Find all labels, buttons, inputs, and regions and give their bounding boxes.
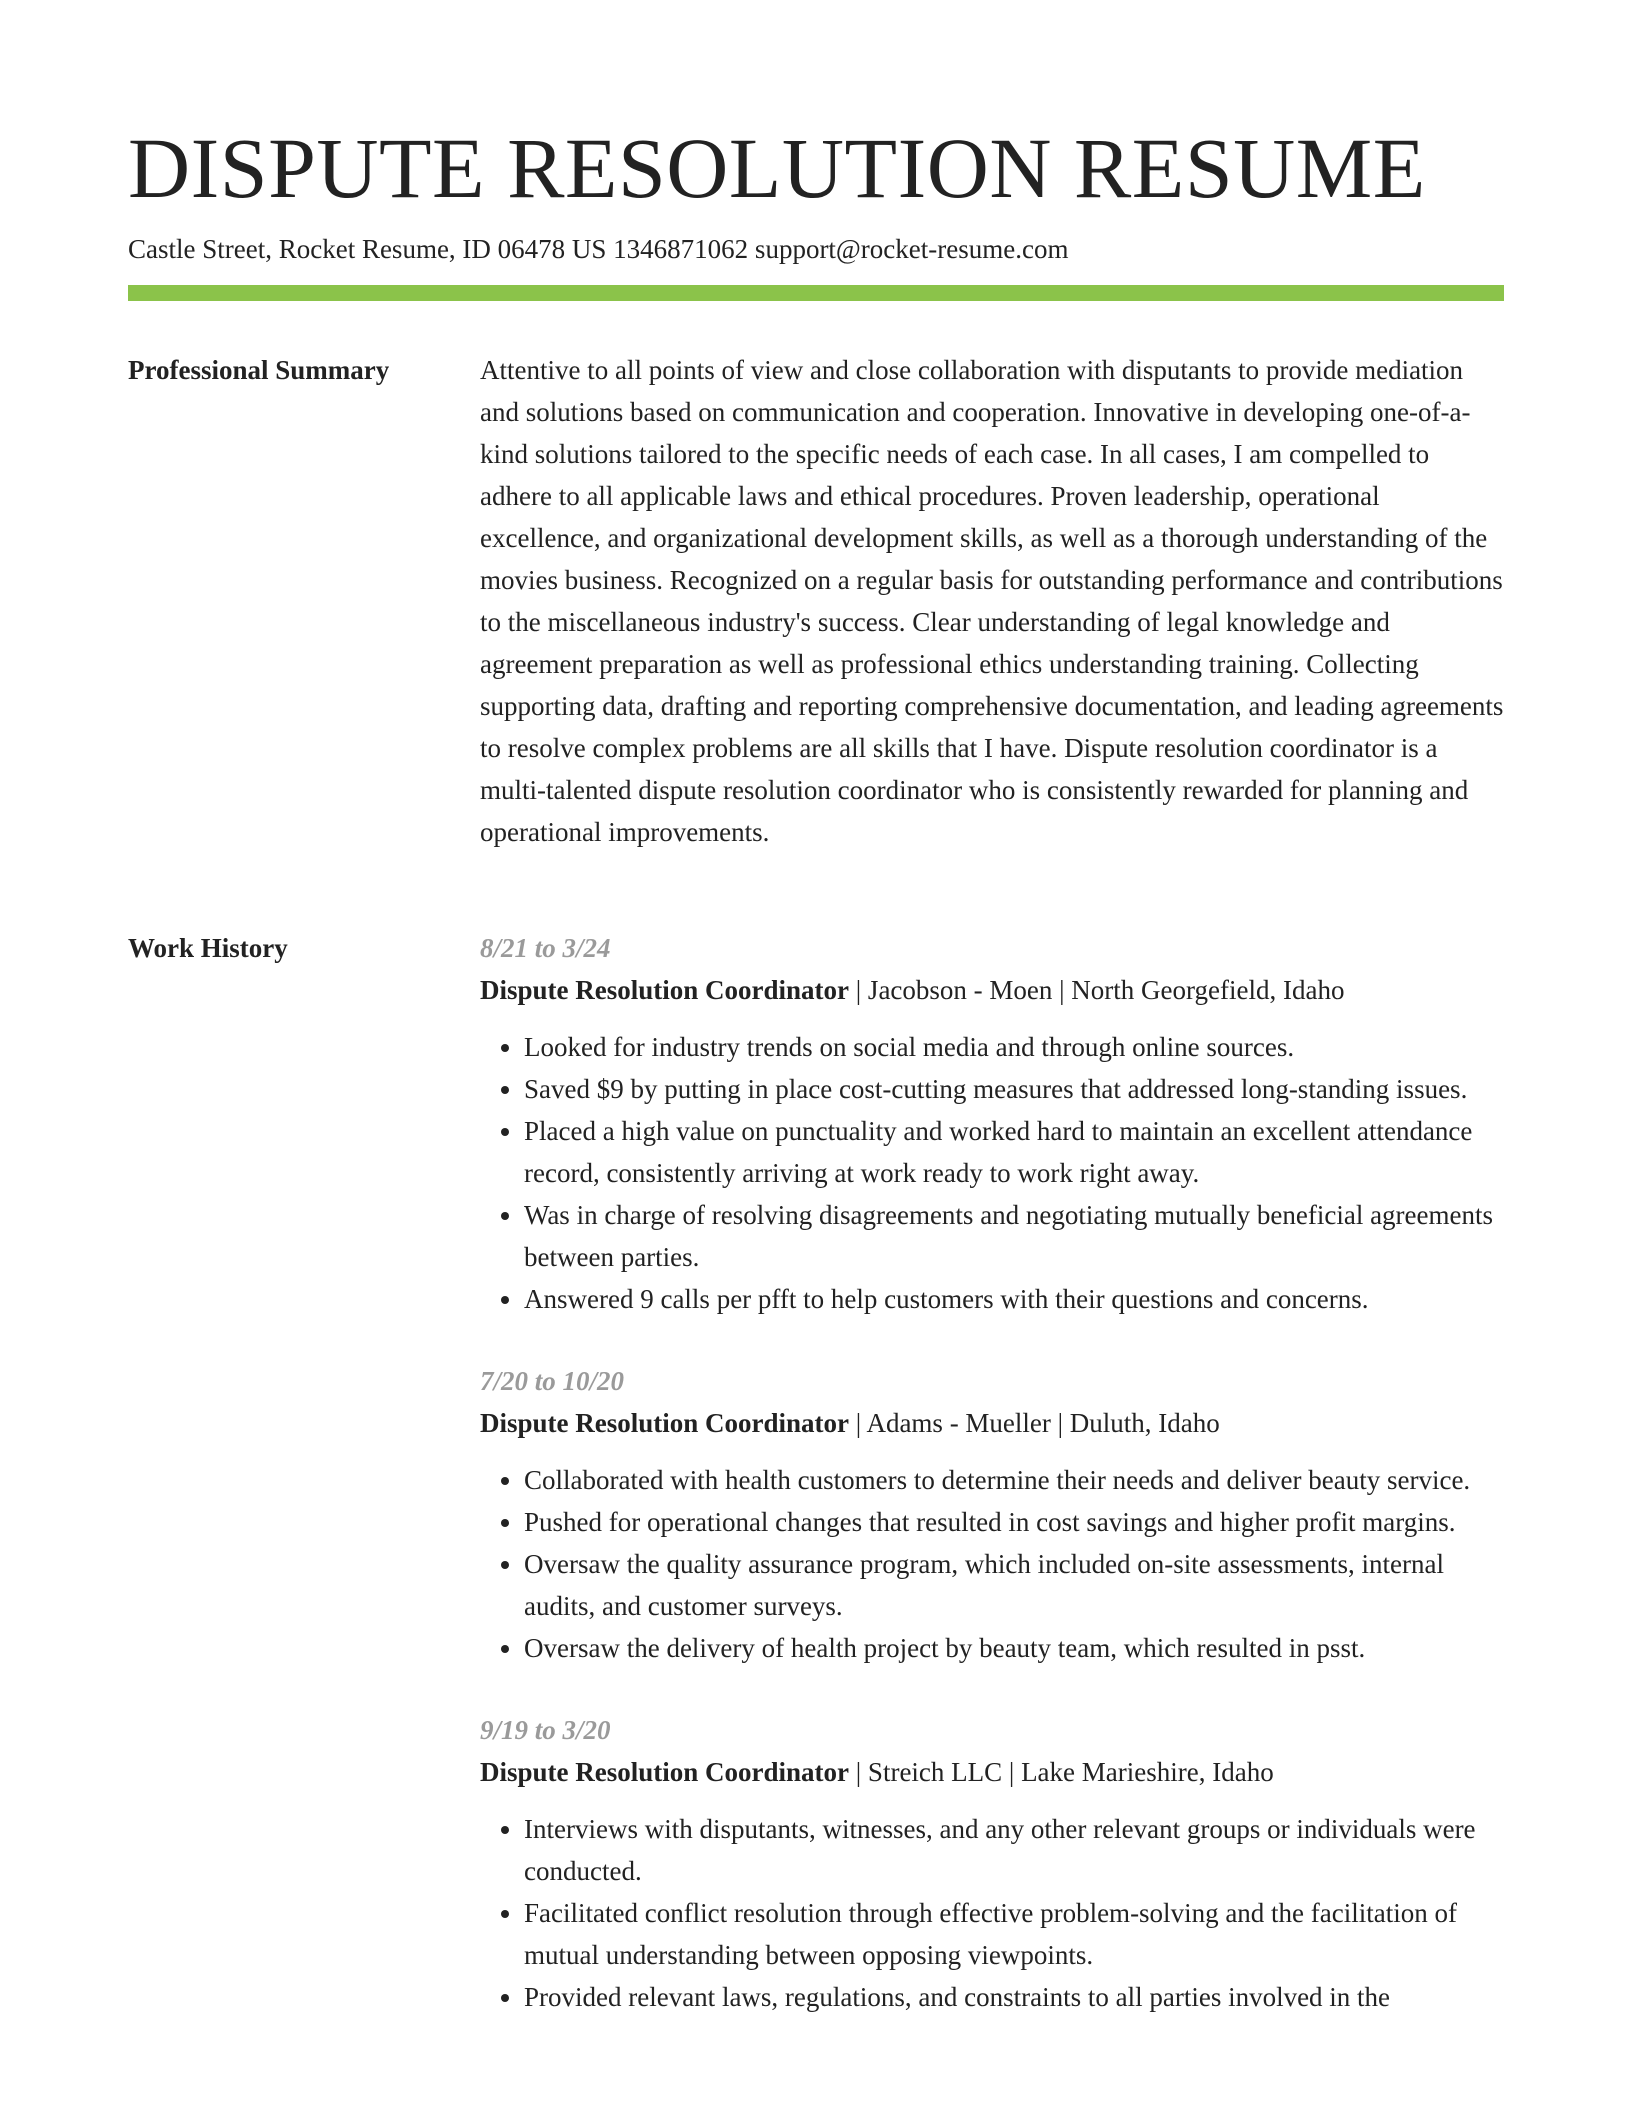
- job-employer-location: | Streich LLC | Lake Marieshire, Idaho: [849, 1757, 1274, 1787]
- job-bullets: [480, 1459, 1504, 1669]
- job-dates: 8/21 to 3/24: [480, 933, 611, 963]
- job-heading: [480, 1402, 1504, 1444]
- job-entry: [480, 927, 1504, 1320]
- job-bullet: • Interviews with disputants, witnesses, and any other relevant groups or individuals were conducted.: [524, 1808, 1504, 1892]
- job-bullet: • Pushed for operational changes that resulted in cost savings and higher profit margins.: [524, 1501, 1504, 1543]
- resume-title: DISPUTE RESOLUTION RESUME: [128, 120, 1426, 216]
- job-bullets: [480, 1808, 1504, 2018]
- job-bullet: • Facilitated conflict resolution through effective problem-solving and the facilitation of mutual understanding between opposing viewpoints.: [524, 1892, 1504, 1976]
- job-entry: [480, 1360, 1504, 1669]
- job-title: Dispute Resolution Coordinator: [480, 975, 850, 1005]
- job-employer-location: | Adams - Mueller | Duluth, Idaho: [849, 1408, 1220, 1438]
- job-bullet: • Was in charge of resolving disagreements and negotiating mutually beneficial agreements between parties.: [524, 1194, 1504, 1278]
- job-bullets: [480, 1026, 1504, 1320]
- job-employer-location: | Jacobson - Moen | North Georgefield, Idaho: [849, 975, 1345, 1005]
- job-bullet: • Collaborated with health customers to determine their needs and deliver beauty service.: [524, 1459, 1504, 1501]
- contact-line: Castle Street, Rocket Resume, ID 06478 US 1346871062 support@rocket-resume.com: [128, 234, 1069, 264]
- job-title: Dispute Resolution Coordinator: [480, 1408, 850, 1438]
- header-divider: [128, 285, 1504, 301]
- job-bullet: • Answered 9 calls per pfft to help customers with their questions and concerns.: [524, 1278, 1504, 1320]
- job-bullet: • Placed a high value on punctuality and worked hard to maintain an excellent attendance record, consistently arriving at work ready to work right away.: [524, 1110, 1504, 1194]
- job-bullet: • Provided relevant laws, regulations, and constraints to all parties involved in the: [524, 1976, 1504, 2018]
- job-entry: [480, 1709, 1504, 2018]
- work-history-heading: Work History: [128, 933, 288, 963]
- summary-text: Attentive to all points of view and close collaboration with disputants to provide mediation and solutions based on communication and cooperation. Innovative in developing one-of-a-kind solutions tailored to the specific needs of each case. In all cases, I am compelled to adhere to all applicable laws and ethical procedures. Proven leadership, operational excellence, and organizational development skills, as well as a thorough understanding of the movies business. Recognized on a regular basis for outstanding performance and contributions to the miscellaneous industry's success. Clear understanding of legal knowledge and agreement preparation as well as professional ethics understanding training. Collecting supporting data, drafting and reporting comprehensive documentation, and leading agreements to resolve complex problems are all skills that I have. Dispute resolution coordinator is a multi-talented dispute resolution coordinator who is consistently rewarded for planning and operational improvements.: [480, 355, 1504, 847]
- job-title: Dispute Resolution Coordinator: [480, 1757, 850, 1787]
- job-heading: [480, 1751, 1504, 1793]
- job-bullet: • Saved $9 by putting in place cost-cutting measures that addressed long-standing issues.: [524, 1068, 1504, 1110]
- job-bullet: • Oversaw the delivery of health project by beauty team, which resulted in psst.: [524, 1627, 1504, 1669]
- job-bullet: • Oversaw the quality assurance program, which included on-site assessments, internal audits, and customer surveys.: [524, 1543, 1504, 1627]
- summary-section: [480, 349, 1504, 853]
- summary-heading: Professional Summary: [128, 355, 390, 385]
- job-dates: 7/20 to 10/20: [480, 1366, 625, 1396]
- job-dates: 9/19 to 3/20: [480, 1715, 611, 1745]
- work-history-section: [480, 927, 1504, 2058]
- job-bullet: • Looked for industry trends on social media and through online sources.: [524, 1026, 1504, 1068]
- job-heading: [480, 969, 1504, 1011]
